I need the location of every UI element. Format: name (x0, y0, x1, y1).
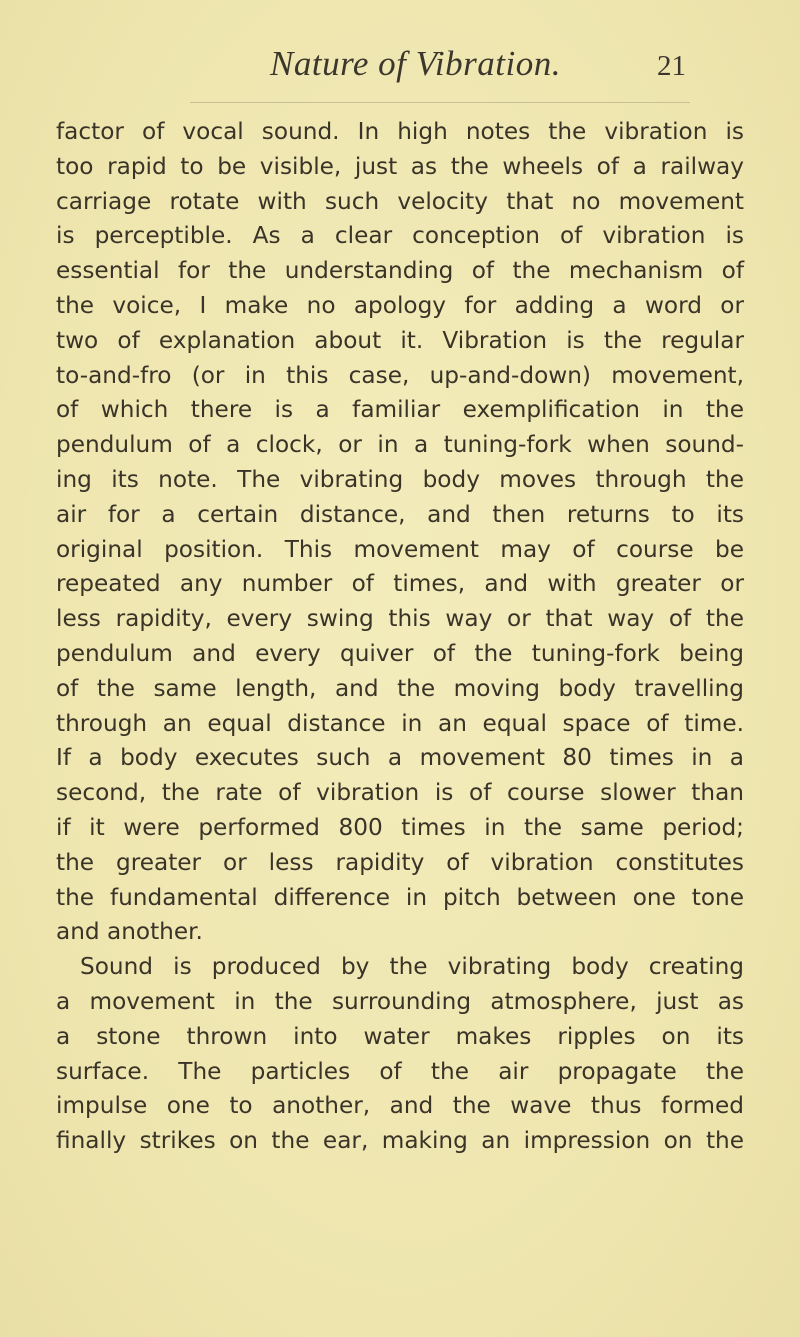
text-line: the greater or less rapidity of vibration constitutes (56, 848, 744, 876)
text-line: pendulum of a clock, or in a tuning-fork when sound- (56, 431, 744, 459)
text-line: the fundamental difference in pitch between one tone (56, 883, 744, 911)
text-line: less rapidity, every swing this way or that way of the (56, 605, 744, 633)
text-line: surface. The particles of the air propagate the (56, 1057, 744, 1085)
text-line: to-and-fro (or in this case, up-and-down) movement, (56, 361, 744, 389)
page-number: 21 (657, 50, 686, 82)
text-line: factor of vocal sound. In high notes the vibration is (56, 118, 744, 145)
header-rule (190, 102, 690, 103)
text-line: a stone thrown into water makes ripples on its (56, 1022, 744, 1050)
text-line: pendulum and every quiver of the tuning-fork being (56, 639, 744, 667)
text-line: finally strikes on the ear, making an impression on the (56, 1127, 744, 1155)
text-line: is perceptible. As a clear conception of vibration is (56, 222, 744, 250)
text-line: two of explanation about it. Vibration is the regular (56, 326, 744, 354)
paragraph-2 (56, 950, 744, 1159)
text-line: repeated any number of times, and with greater or (56, 570, 744, 598)
text-line: through an equal distance in an equal space of time. (56, 709, 744, 737)
text-line: if it were performed 800 times in the same period; (56, 813, 744, 841)
text-line: of the same length, and the moving body travelling (56, 674, 744, 702)
text-line: and another. (56, 918, 203, 946)
text-line: air for a certain distance, and then returns to its (56, 500, 744, 528)
text-line: ing its note. The vibrating body moves through the (56, 465, 744, 493)
text-line: too rapid to be visible, just as the wheels of a railway (56, 152, 744, 180)
running-head (0, 44, 800, 94)
text-line: second, the rate of vibration is of course slower than (56, 779, 744, 807)
text-line: the voice, I make no apology for adding a word or (56, 291, 744, 319)
paragraph-1 (56, 115, 744, 950)
text-line: original position. This movement may of course be (56, 535, 744, 563)
text-line: impulse one to another, and the wave thus formed (56, 1092, 744, 1120)
text-line: essential for the understanding of the mechanism of (56, 257, 744, 285)
text-line: carriage rotate with such velocity that no movement (56, 187, 744, 215)
body-text (56, 115, 744, 1159)
text-line: Sound is produced by the vibrating body creating (80, 953, 744, 981)
text-line: of which there is a familiar exemplification in the (56, 396, 744, 424)
running-title: Nature of Vibration. (270, 44, 561, 83)
text-line: a movement in the surrounding atmosphere, just as (56, 987, 744, 1015)
text-line: If a body executes such a movement 80 times in a (56, 744, 744, 772)
